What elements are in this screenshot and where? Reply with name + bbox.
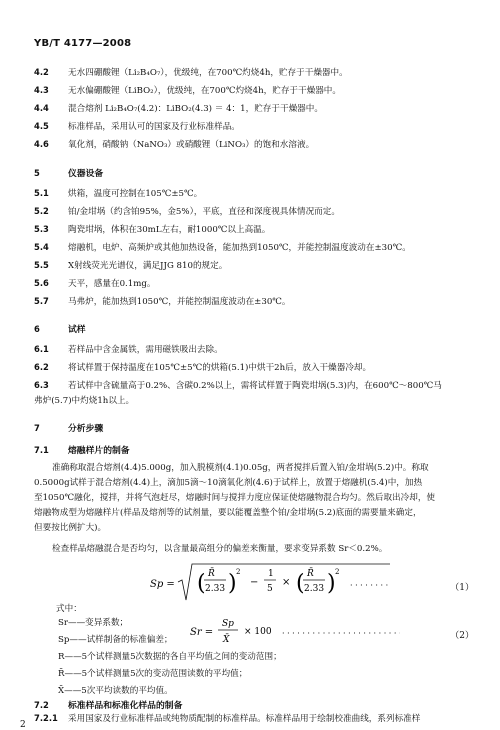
procedure-line: 准确称取混合熔剂(4.4)5.000g，加入脱模剂(4.1)0.05g，两者搅拌后置入铂/金坩埚(5.2)中。称取 (52, 463, 429, 473)
definition-sp: Sp——试样制备的标准偏差； (58, 635, 173, 645)
formula-1-lhs: Sp = (150, 579, 175, 590)
formula-1-constant: 2.33 (205, 584, 226, 594)
svg-text:2: 2 (236, 568, 241, 576)
clause-5-7: 5.7 马弗炉，能加热到1050℃，并能控制温度波动在±30℃。 (34, 296, 291, 307)
clause-6-2: 6.2 将试样置于保持温度在105℃±5℃的烘箱(5.1)中烘干2h后，放入干燥器冷却。 (34, 362, 372, 373)
procedure-line: 至1050℃融化，搅拌，并将气泡赶尽，熔融时间与搅拌力度应保证使熔融物混合均匀。然后取出冷却，使 (34, 493, 436, 503)
section-7-heading: 7 分析步骤 (34, 423, 104, 434)
clause-4-3: 4.3 无水偏硼酸锂（LiBO₂），优级纯，在700℃灼烧4h，贮存于干燥器中。 (34, 85, 341, 96)
definition-xbar: X̄——5次平均读数的平均值。 (58, 686, 173, 696)
procedure-line: 熔融物成型为熔融样片(样品及熔剂等的试剂量，要以能覆盖整个铂/金坩埚(5.2)底面的需要量来确定， (34, 508, 422, 518)
equation-number-2: （2） (450, 631, 474, 641)
standard-header: YB/T 4177—2008 (34, 38, 132, 49)
procedure-line: 但要按比例扩大)。 (34, 523, 107, 533)
formula-1 (150, 560, 400, 609)
clause-4-5: 4.5 标准样品，采用认可的国家及行业标准样品。 (34, 121, 240, 132)
clause-6-3: 6.3 若试样中含硫量高于0.2%、含碳0.2%以上，需将试样置于陶瓷坩埚(5.3)内，在600℃～800℃马 (34, 380, 442, 391)
section-5-heading: 5 仪器设备 (34, 168, 104, 179)
formula-2-graphic (190, 614, 400, 648)
clause-4-6: 4.6 氧化剂，硝酸钠（NaNO₃）或硝酸锂（LiNO₃）的饱和水溶液。 (34, 139, 315, 150)
homogeneity-paragraph: 检查样品熔融混合是否均匀，以含量最高组分的偏差来衡量，要求变异系数 Sr＜0.2%。 (52, 544, 388, 554)
equation-number-1: （1） (450, 583, 474, 593)
section-7-1-heading: 7.1 熔融样片的制备 (34, 445, 130, 456)
where-label: 式中： (56, 604, 82, 614)
clause-7-2-1: 7.2.1 采用国家及行业标准样品或纯物质配制的标准样品。标准样品用于绘制校准曲线，系列标准样 (34, 713, 421, 724)
definition-rbar: R̄——5个试样测量5次的变动范围读数的平均值； (58, 669, 248, 679)
svg-text:(: ( (197, 571, 206, 596)
formula-1-one: 1 (268, 569, 274, 579)
svg-text:): ) (327, 571, 336, 596)
formula-1-graphic (150, 560, 400, 606)
page-number: 2 (20, 720, 26, 730)
definition-r: R——5个试样测量5次数据的各自平均值之间的变动范围； (58, 652, 282, 662)
section-7-2-heading: 7.2 标准样品和标准化样品的制备 (34, 700, 183, 711)
svg-text:· · · · · · · · · · · · · · ·: · · · · · · · · · · · · · · · · · · · · · · · · · (282, 629, 400, 638)
clause-5-6: 5.6 天平，感量在0.1mg。 (34, 278, 156, 289)
svg-text:R̄: R̄ (307, 569, 314, 579)
svg-text:· · · · · · · ·: · · · · · · · · (350, 581, 389, 590)
svg-text:×: × (282, 577, 291, 588)
definition-sr: Sr——变异系数； (58, 618, 129, 628)
formula-1-rbar: R̄ (208, 569, 215, 579)
formula-2-denominator: X̄ (223, 635, 230, 645)
section-6-heading: 6 试样 (34, 324, 86, 335)
svg-text:(: ( (296, 571, 305, 596)
formula-1-five: 5 (267, 584, 273, 594)
clause-5-2: 5.2 铂/金坩埚（约含铂95%，金5%），平底，直径和深度视具体情况而定。 (34, 206, 340, 217)
clause-5-3: 5.3 陶瓷坩埚，体积在30mL左右，耐1000℃以上高温。 (34, 224, 271, 235)
clause-4-2: 4.2 无水四硼酸锂（Li₂B₄O₇），优级纯，在700℃灼烧4h，贮存于干燥器中。 (34, 67, 348, 78)
clause-6-3-cont: 弗炉(5.7)中灼烧1h以上。 (34, 396, 135, 406)
formula-2-numerator: Sp (222, 619, 234, 629)
clause-4-4: 4.4 混合熔剂 Li₂B₄O₇(4.2)：LiBO₂(4.3) ＝ 4：1，贮存于干燥器中。 (34, 103, 323, 114)
svg-text:): ) (228, 571, 237, 596)
clause-6-1: 6.1 若样品中含金属铁，需用磁铁吸出去除。 (34, 344, 223, 355)
formula-2 (190, 614, 400, 651)
procedure-line: 0.5000g试样于混合熔剂(4.4)上，滴加5滴～10滴氧化剂(4.6)于试样上，放置于熔融机(5.4)中，加热 (34, 478, 423, 488)
formula-2-lhs: Sr = (190, 627, 214, 638)
procedure-paragraph (34, 461, 474, 536)
clause-5-1: 5.1 烘箱，温度可控制在105℃±5℃。 (34, 188, 203, 199)
svg-text:2: 2 (335, 568, 340, 576)
formula-2-tail: × 100 (244, 627, 272, 637)
clause-5-4: 5.4 熔融机，电炉、高频炉或其他加热设备，能加热到1050℃，并能控制温度波动在±30℃。 (34, 242, 411, 253)
svg-text:−: − (250, 577, 259, 588)
clause-5-5: 5.5 X射线荧光光谱仪，满足JJG 810的规定。 (34, 260, 228, 271)
svg-text:2.33: 2.33 (304, 584, 325, 594)
